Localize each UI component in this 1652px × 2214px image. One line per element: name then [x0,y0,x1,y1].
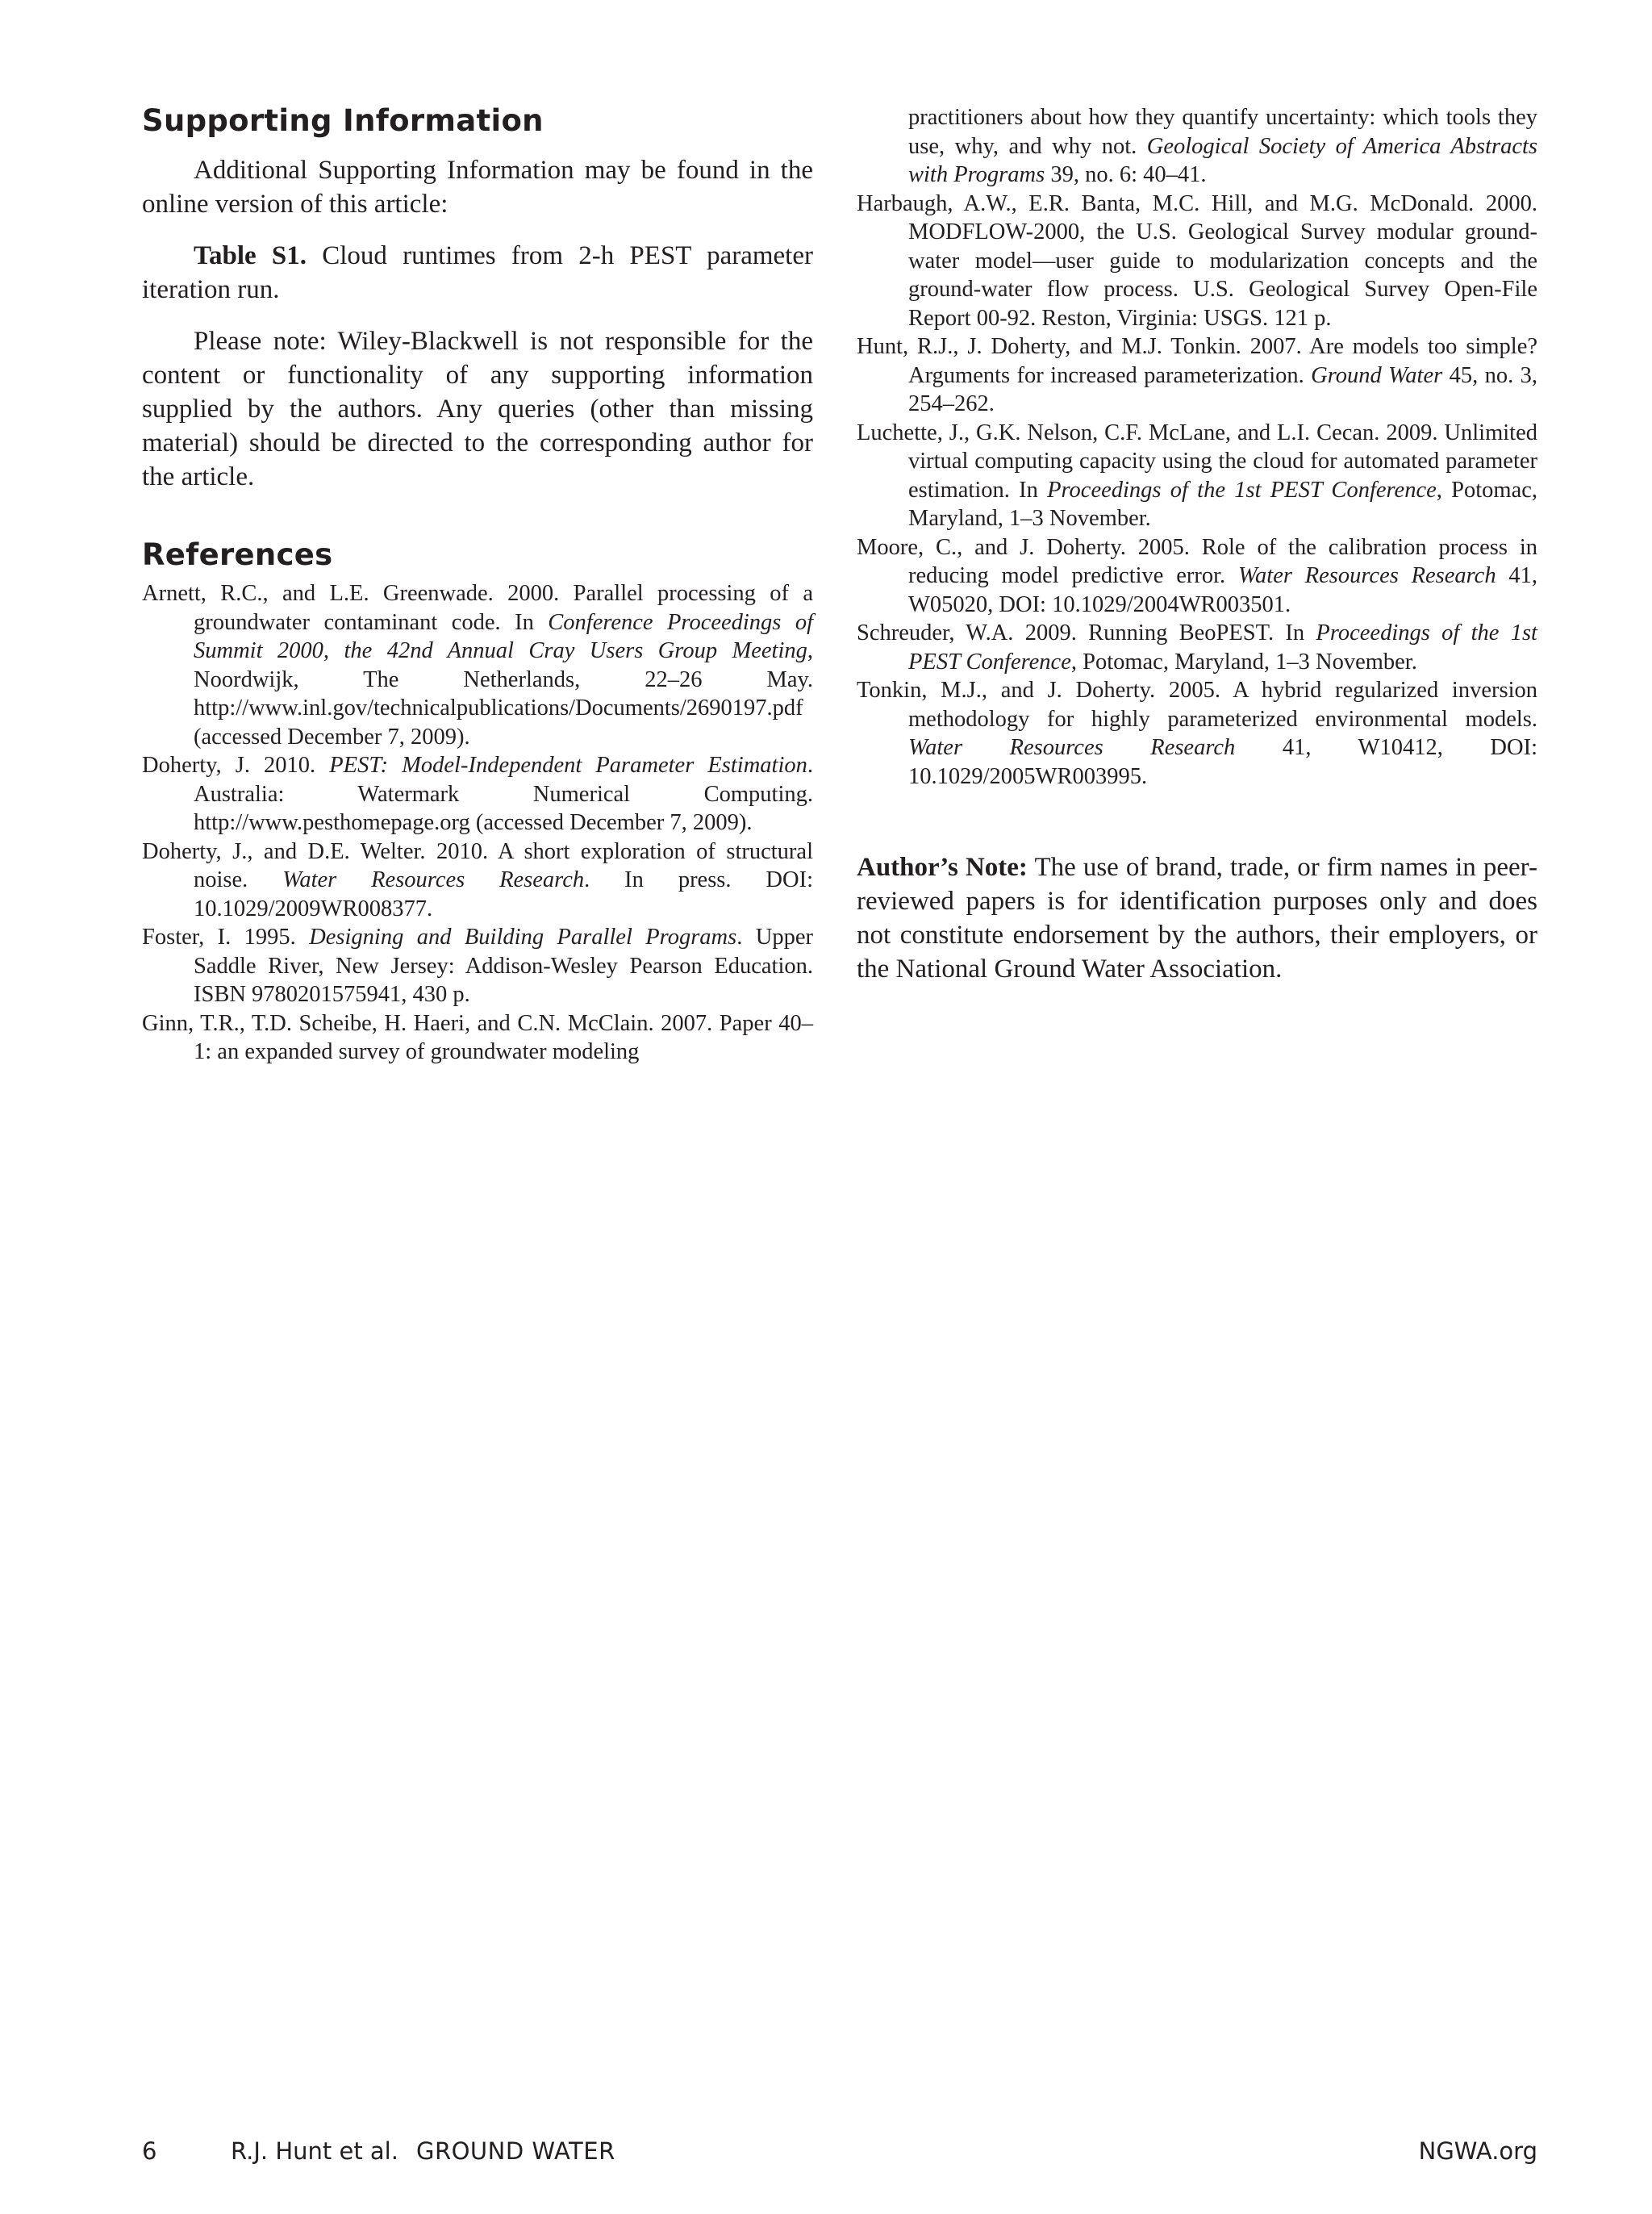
left-column [142,103,813,1067]
journal-name: GROUND WATER [415,2137,615,2165]
right-column [857,103,1537,1013]
reference-item: Foster, I. 1995. Designing and Building Parallel Programs. Upper Saddle River, New Jersey: Addison-Wesley Pearson Education. ISBN 9780201575941, 430 p. [142,925,813,1007]
authors-note [857,850,1537,986]
reference-item: Hunt, R.J., J. Doherty, and M.J. Tonkin. 2007. Are models too simple? Arguments for increased parameterization. Ground Water 45, no. 3, 254–262. [857,334,1537,416]
table-s1-label: Table S1. [194,241,307,270]
authors-note-text: The use of brand, trade, or firm names in peer-reviewed papers is for identification purposes only and does not constitute endorsement by the authors, their employers, or the National Ground Water Association. [857,853,1538,984]
reference-item: Doherty, J. 2010. PEST: Model-Independent Parameter Estimation. Australia: Watermark Numerical Computing. http://www.pesthomepage.org (accessed December 7, 2009). [142,753,813,835]
publisher-notice: Please note: Wiley-Blackwell is not responsible for the content or functionality of any supporting information supplied by the authors. Any queries (other than missing material) should be directed to the corresponding author for the article. [142,327,813,491]
reference-item: Harbaugh, A.W., E.R. Banta, M.C. Hill, and M.G. McDonald. 2000. MODFLOW-2000, the U.S. Geological Survey modular ground-water model—user guide to modularization concepts and the ground-water flow process. U.S. Geological Survey Open-File Report 00-92. Reston, Virginia: USGS. 121 p. [857,190,1537,331]
supporting-information-heading: Supporting Information [142,103,544,138]
site-link[interactable]: NGWA.org [1418,2137,1537,2165]
reference-item: Schreuder, W.A. 2009. Running BeoPEST. In Proceedings of the 1st PEST Conference, Potomac, Maryland, 1–3 November. [857,620,1537,675]
references-list-right [857,103,1537,791]
reference-item: Ginn, T.R., T.D. Scheibe, H. Haeri, and C.N. McClain. 2007. Paper 40–1: an expanded survey of groundwater modeling [142,1010,813,1064]
page-footer [142,2135,1537,2167]
reference-item: Tonkin, M.J., and J. Doherty. 2005. A hybrid regularized inversion methodology for highly parameterized environmental models. Water Resources Research 41, W10412, DOI: 10.1029/2005WR003995. [857,678,1537,789]
table-s1-text: Cloud runtimes from 2-h PEST parameter iteration run. [142,241,813,304]
reference-item: Luchette, J., G.K. Nelson, C.F. McLane, and L.I. Cecan. 2009. Unlimited virtual computing capacity using the cloud for automated parameter estimation. In Proceedings of the 1st PEST Conference, Potomac, Maryland, 1–3 November. [857,420,1537,531]
running-head [231,2135,615,2167]
references-list-left [142,579,813,1067]
reference-item: Moore, C., and J. Doherty. 2005. Role of the calibration process in reducing model predictive error. Water Resources Research 41, W05020, DOI: 10.1029/2004WR003501. [857,534,1537,617]
reference-continuation: practitioners about how they quantify uncertainty: which tools they use, why, and why not. Geological Society of America Abstracts with Programs 39, no. 6: 40–41. [908,105,1537,187]
references-heading: References [142,537,333,572]
authors-note-label: Author’s Note: [857,853,1028,882]
supporting-intro: Additional Supporting Information may be found in the online version of this article: [142,156,813,219]
reference-item: Arnett, R.C., and L.E. Greenwade. 2000. Parallel processing of a groundwater contaminant code. In Conference Proceedings of Summit 2000, the 42nd Annual Cray Users Group Meeting, Noordwijk, The Netherlands, 22–26 May. http://www.inl.gov/technicalpublications/Documents/2690197.pdf (accessed December 7, 2009). [142,581,813,750]
running-head-authors: R.J. Hunt et al. [231,2137,398,2165]
table-s1-caption [142,239,813,307]
page-number: 6 [142,2137,157,2165]
reference-item: Doherty, J., and D.E. Welter. 2010. A short exploration of structural noise. Water Resources Research. In press. DOI: 10.1029/2009WR008377. [142,838,813,921]
